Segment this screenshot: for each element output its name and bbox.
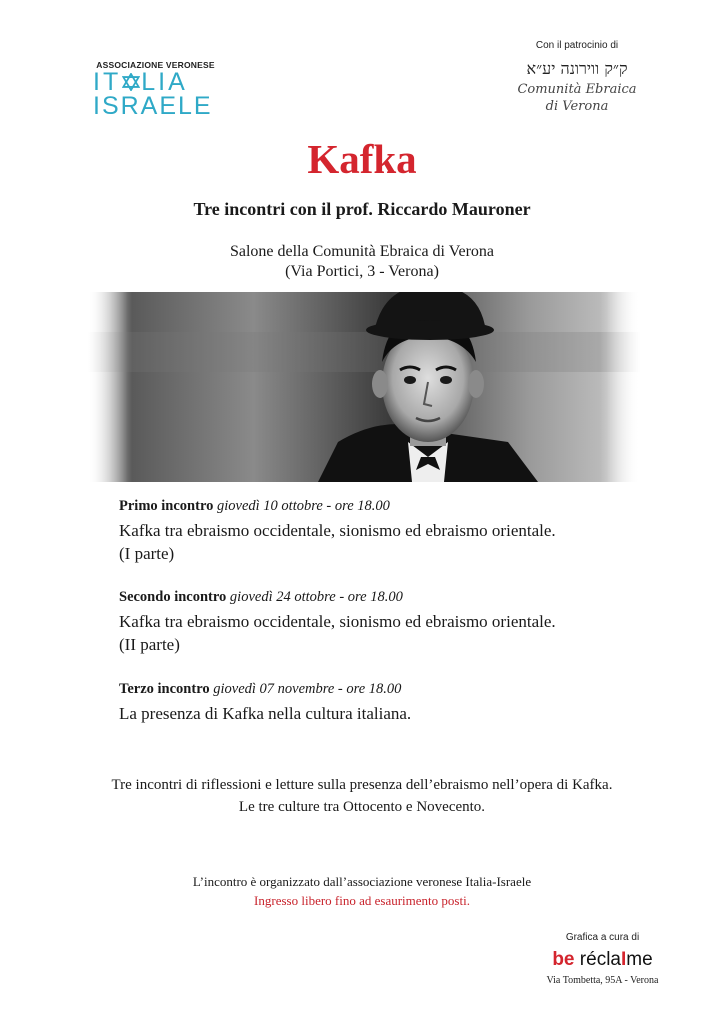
portrait-image	[88, 292, 640, 482]
logo-italia-b: LIA	[141, 68, 188, 96]
logo-association-label: ASSOCIAZIONE VERONESE	[96, 60, 215, 70]
venue-info	[0, 242, 724, 282]
event-datetime: giovedì 07 novembre - ore 18.00	[213, 681, 402, 697]
page-title: Kafka	[307, 136, 417, 182]
patronage-hebrew-name: ק״ק ווירונה יע״א	[526, 59, 628, 78]
agency-logo-be: be	[552, 949, 575, 970]
organizer-line: L’incontro è organizzato dall’associazione veronese Italia-Israele	[192, 874, 532, 889]
star-of-david-icon	[122, 73, 140, 91]
agency-logo-text-a: récla	[579, 949, 621, 970]
event-description	[119, 519, 639, 565]
patronage-community-name: Comunità Ebraica di Verona	[517, 82, 637, 114]
event-description-part: (I parte)	[119, 544, 175, 563]
event-label: Terzo incontro	[119, 681, 210, 697]
event-heading	[119, 498, 639, 515]
organizer-note	[0, 872, 724, 910]
logo-israele: ISRAELE	[93, 92, 213, 120]
event-label: Secondo incontro	[119, 589, 227, 605]
event-datetime: giovedì 10 ottobre - ore 18.00	[217, 498, 390, 514]
event-description-part: (II parte)	[119, 635, 180, 654]
event-3	[119, 681, 639, 725]
tagline-line-2: Le tre culture tra Ottocento e Novecento.	[238, 799, 486, 815]
agency-logo-text-b: me	[626, 949, 653, 970]
logo-italia	[93, 70, 218, 94]
credit-label: Grafica a cura di	[565, 932, 640, 943]
patronage-label: Con il patrocinio di	[535, 40, 619, 51]
agency-address: Via Tombetta, 95A - Verona	[546, 975, 659, 986]
event-heading	[119, 681, 639, 698]
venue-address: (Via Portici, 3 - Verona)	[285, 263, 439, 280]
patronage-block	[512, 40, 642, 115]
event-description-line: Kafka tra ebraismo occidentale, sionismo ed ebraismo orientale.	[119, 612, 556, 631]
portrait-photo	[88, 292, 640, 482]
event-description-line: La presenza di Kafka nella cultura italiana.	[119, 704, 412, 723]
event-heading	[119, 589, 639, 606]
tagline	[0, 774, 724, 818]
logo-italia-a: IT	[93, 68, 122, 96]
admission-note: Ingresso libero fino ad esaurimento posti.	[254, 893, 470, 908]
tagline-line-1: Tre incontri di riflessioni e letture sulla presenza dell’ebraismo nell’opera di Kafka.	[111, 777, 613, 793]
page-subtitle: Tre incontri con il prof. Riccardo Mauroner	[193, 199, 531, 219]
venue-name: Salone della Comunità Ebraica di Verona	[229, 243, 495, 260]
event-description	[119, 610, 639, 656]
event-1	[119, 498, 639, 565]
event-datetime: giovedì 24 ottobre - ore 18.00	[229, 589, 403, 605]
event-2	[119, 589, 639, 656]
event-label: Primo incontro	[119, 498, 214, 514]
agency-logo-bar: I	[620, 949, 627, 970]
agency-logo	[530, 949, 675, 971]
event-description	[119, 702, 639, 725]
association-logo	[93, 60, 218, 120]
design-credit	[530, 932, 675, 986]
event-description-line: Kafka tra ebraismo occidentale, sionismo ed ebraismo orientale.	[119, 521, 556, 540]
